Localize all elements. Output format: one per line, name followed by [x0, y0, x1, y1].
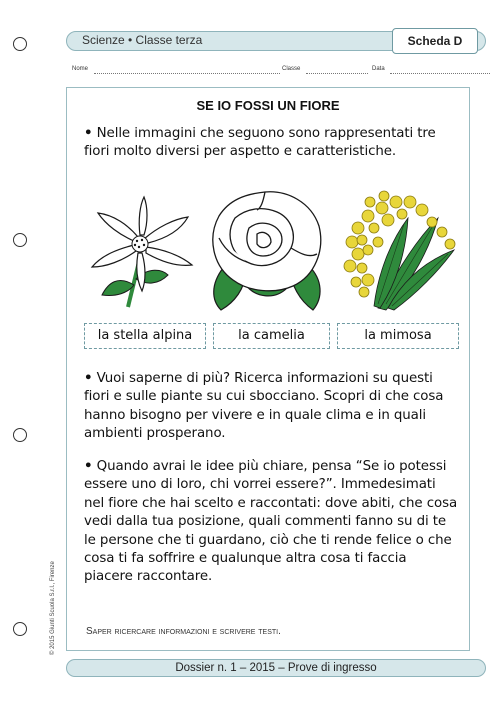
data-label: Data [372, 66, 385, 72]
label-mimosa: la mimosa [337, 323, 459, 349]
bullet: • [84, 459, 93, 474]
binder-hole [13, 37, 27, 51]
binder-hole [13, 233, 27, 247]
student-fields [72, 66, 492, 78]
research-paragraph [84, 370, 459, 444]
research-text: Vuoi saperne di più? Ricerca informazioni su questi fiori e sulle piante su cui sbocciano. Scopri di che cosa hanno bisogno per vivere e in quale clima e in quali ambienti prosperano. [84, 371, 444, 442]
label-camelia: la camelia [213, 323, 330, 349]
classe-label: Classe [282, 66, 301, 72]
camellia-image [205, 188, 327, 313]
nome-field[interactable] [94, 73, 280, 74]
header-title: Scienze • Classe terza [82, 33, 203, 47]
copyright-note: © 2015 Giunti Scuola S.r.l., Firenze [50, 561, 56, 655]
footer-text: Dossier n. 1 – 2015 – Prove di ingresso [175, 662, 377, 674]
skills-note: Saper ricercare informazioni e scrivere testi. [86, 626, 281, 637]
binder-hole [13, 622, 27, 636]
bullet: • [84, 371, 93, 386]
intro-text: Nelle immagini che seguono sono rappresentati tre fiori molto diversi per aspetto e caratteristiche. [84, 126, 436, 160]
imagine-text: Quando avrai le idee più chiare, pensa “Se io potessi essere uno di loro, chi vorrei essere?”. Immedesimati nel fiore che hai scelto e raccontati: dove abiti, che cosa vedi dalla tua posizione, quali commenti fanno su di te le persone che ti guardano, ciò che ti rende felice o che cosa ti fa soffrire e qualunque altra cosa ti faccia piacere raccontare. [84, 459, 458, 585]
imagine-paragraph [84, 458, 459, 587]
scheda-tag: Scheda D [392, 28, 478, 54]
mimosa-image [338, 188, 460, 313]
nome-label: Nome [72, 66, 89, 72]
binder-hole [13, 428, 27, 442]
intro-paragraph [84, 125, 459, 162]
bullet: • [84, 126, 93, 141]
classe-field[interactable] [306, 73, 368, 74]
data-field[interactable] [390, 73, 490, 74]
worksheet-title: SE IO FOSSI UN FIORE [196, 98, 340, 113]
edelweiss-image [88, 195, 196, 310]
label-stella-alpina: la stella alpina [84, 323, 206, 349]
